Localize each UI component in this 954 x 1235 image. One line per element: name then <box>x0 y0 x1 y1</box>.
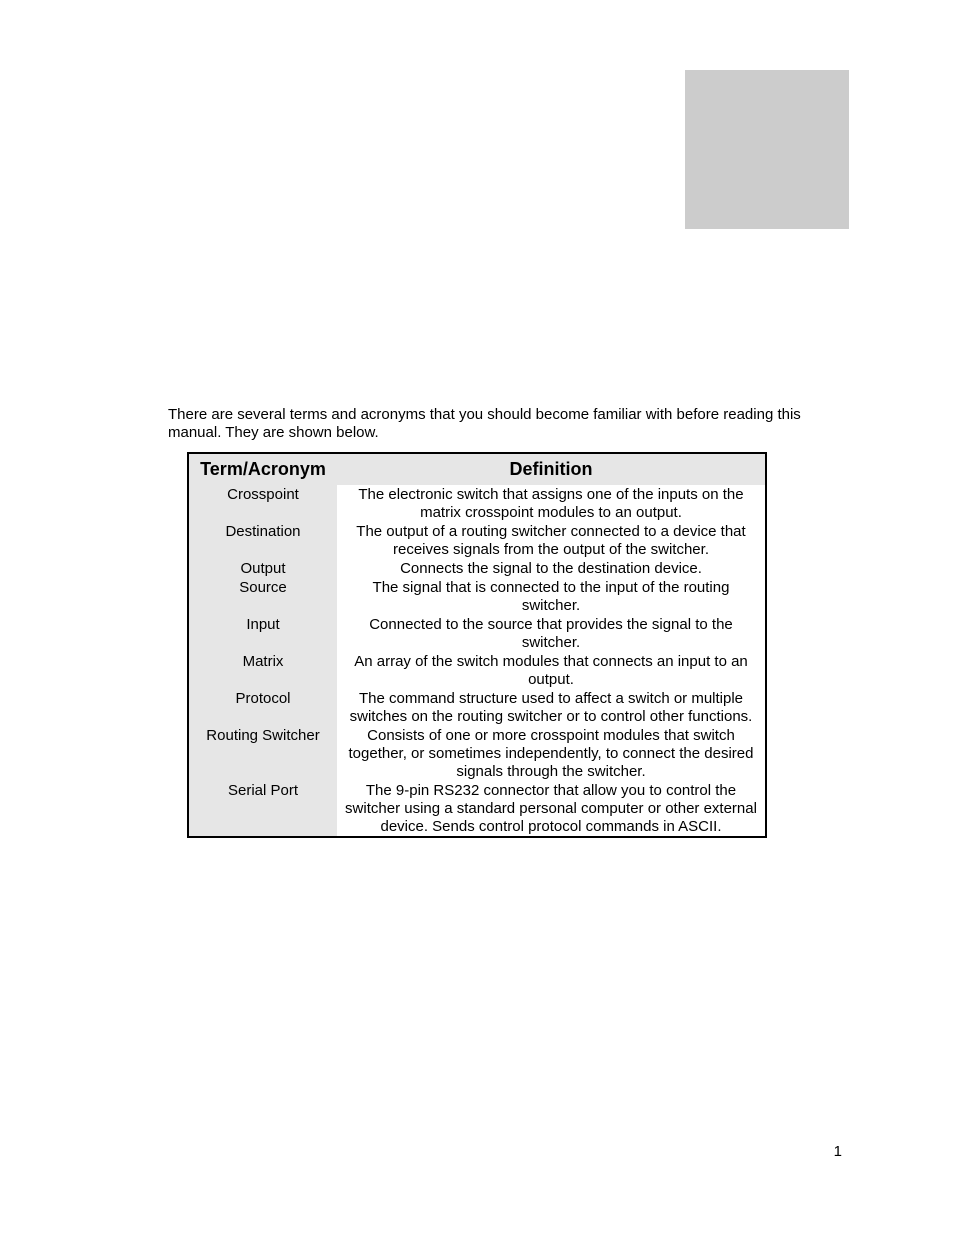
term-cell: Input <box>189 615 337 652</box>
term-cell: Output <box>189 559 337 578</box>
definition-cell: Connects the signal to the destination device. <box>337 559 765 578</box>
header-definition: Definition <box>509 459 593 479</box>
table-header <box>189 454 765 485</box>
table-row <box>189 781 765 836</box>
definition-cell: An array of the switch modules that connects an input to an output. <box>337 652 765 689</box>
term-cell: Crosspoint <box>189 485 337 522</box>
table-body <box>189 485 765 836</box>
page-number: 1 <box>833 1143 842 1160</box>
table-row <box>189 578 765 615</box>
term-cell: Routing Switcher <box>189 726 337 781</box>
definition-cell: The command structure used to affect a switch or multiple switches on the routing switcher or to control other functions. <box>337 689 765 726</box>
table-row <box>189 522 765 559</box>
table-row <box>189 726 765 781</box>
term-cell: Protocol <box>189 689 337 726</box>
term-cell: Destination <box>189 522 337 559</box>
table-row <box>189 689 765 726</box>
table-row <box>189 485 765 522</box>
definition-cell: The electronic switch that assigns one of the inputs on the matrix crosspoint modules to an output. <box>337 485 765 522</box>
term-cell: Matrix <box>189 652 337 689</box>
table-row <box>189 615 765 652</box>
terms-table <box>187 452 767 838</box>
table-row <box>189 652 765 689</box>
definition-cell: Connected to the source that provides the signal to the switcher. <box>337 615 765 652</box>
definition-cell: Consists of one or more crosspoint modules that switch together, or sometimes independently, to connect the desired signals through the switcher. <box>337 726 765 781</box>
definition-cell: The 9-pin RS232 connector that allow you to control the switcher using a standard personal computer or other external device. Sends control protocol commands in ASCII. <box>337 781 765 836</box>
term-cell: Source <box>189 578 337 615</box>
definition-cell: The output of a routing switcher connected to a device that receives signals from the output of the switcher. <box>337 522 765 559</box>
intro-paragraph: There are several terms and acronyms that you should become familiar with before reading this manual. They are shown below. <box>168 406 801 441</box>
table-row <box>189 559 765 578</box>
chapter-tab-box <box>685 70 849 229</box>
term-cell: Serial Port <box>189 781 337 836</box>
header-term: Term/Acronym <box>200 459 326 479</box>
definition-cell: The signal that is connected to the input of the routing switcher. <box>337 578 765 615</box>
